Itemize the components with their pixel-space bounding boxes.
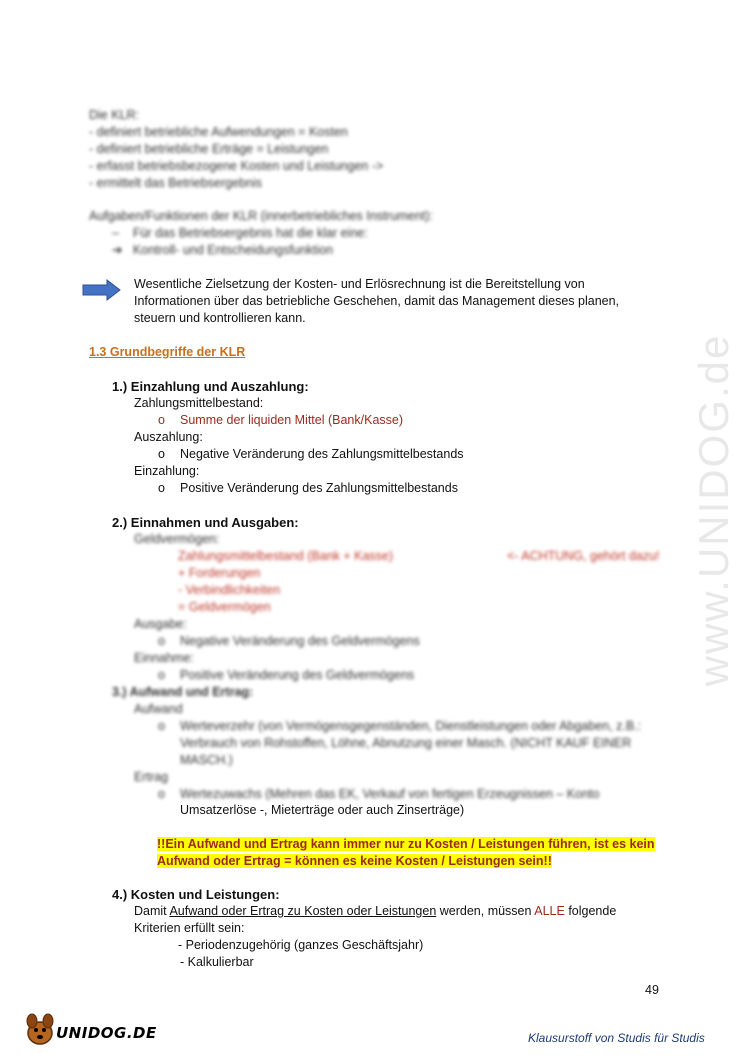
item1-zm-bullet: o Summe der liquiden Mittel (Bank/Kasse) — [158, 413, 404, 427]
goal-text-line: Informationen über das betriebliche Geschehen, damit das Management dieses planen, — [134, 294, 620, 308]
item3-ertrag-line: o Wertezuwachs (Mehren das EK, Verkauf von fertigen Erzeugnissen – Konto — [158, 787, 600, 801]
item2-gv-line: Zahlungsmittelbestand (Bank + Kasse) — [178, 549, 394, 563]
item4-criterion: - Kalkulierbar — [180, 955, 254, 969]
blurred-line: - definiert betriebliche Aufwendungen = Kosten — [89, 125, 348, 139]
item2-einnahme-label: Einnahme: — [134, 651, 194, 665]
item1-aus-bullet: o Negative Veränderung des Zahlungsmittelbestands — [158, 447, 464, 461]
item2-ausgabe-bullet: o Negative Veränderung des Geldvermögens — [158, 634, 420, 648]
item1-title: 1.) Einzahlung und Auszahlung: — [112, 379, 309, 394]
item1-aus-label: Auszahlung: — [134, 430, 203, 444]
blurred-tasks-title: Aufgaben/Funktionen der KLR (innerbetriebliches Instrument): — [89, 209, 433, 223]
unidog-logo — [22, 1013, 157, 1047]
item2-title: 2.) Einnahmen und Ausgaben: — [112, 515, 299, 530]
item4-criterion: - Periodenzugehörig (ganzes Geschäftsjahr) — [178, 938, 424, 952]
item3-ertrag-line: Umsatzerlöse -, Mieterträge oder auch Zinserträge) — [180, 803, 465, 817]
item1-zm-label: Zahlungsmittelbestand: — [134, 396, 264, 410]
page-number: 49 — [645, 983, 659, 997]
item2-einnahme-bullet: o Positive Veränderung des Geldvermögens — [158, 668, 415, 682]
goal-text-line: Wesentliche Zielsetzung der Kosten- und Erlösrechnung ist die Bereitstellung von — [134, 277, 585, 291]
item3-aufwand-label: Aufwand — [134, 702, 183, 716]
item2-ausgabe-label: Ausgabe: — [134, 617, 187, 631]
item2-gv-line: = Geldvermögen — [178, 600, 271, 614]
item2-gv-label: Geldvermögen: — [134, 532, 220, 546]
blurred-title: Die KLR: — [89, 108, 140, 122]
warning-line: Aufwand oder Ertrag = können es keine Kosten / Leistungen sein!! — [157, 854, 552, 868]
item2-gv-note: <- ACHTUNG, gehört dazu! — [507, 549, 660, 563]
warning-line: !!Ein Aufwand und Ertrag kann immer nur zu Kosten / Leistungen führen, ist es kein — [157, 837, 655, 851]
goal-text-line: steuern und kontrollieren kann. — [134, 311, 306, 325]
logo-text: UNIDOG.DE — [56, 1024, 157, 1042]
item2-gv-line: - Verbindlichkeiten — [178, 583, 281, 597]
item4-text-line2: Kriterien erfüllt sein: — [134, 921, 245, 935]
right-arrow-icon — [82, 279, 122, 301]
item4-title: 4.) Kosten und Leistungen: — [112, 887, 280, 902]
blurred-line: - ermittelt das Betriebsergebnis — [89, 176, 262, 190]
blurred-line: - definiert betriebliche Erträge = Leistungen — [89, 142, 329, 156]
item3-ertrag-label: Ertrag — [134, 770, 169, 784]
item2-gv-line: + Forderungen — [178, 566, 261, 580]
section-heading: 1.3 Grundbegriffe der KLR — [89, 345, 246, 359]
blurred-task: – Für das Betriebsergebnis hat die klar eine: — [112, 226, 368, 240]
footer-tagline: Klausurstoff von Studis für Studis — [528, 1031, 705, 1045]
item3-aufwand-line: Verbrauch von Rohstoffen, Löhne, Abnutzung einer Masch. (NICHT KAUF EINER — [180, 736, 632, 750]
blurred-task: ➔ Kontroll- und Entscheidungsfunktion — [112, 243, 334, 257]
blurred-line: - erfasst betriebsbezogene Kosten und Leistungen -> — [89, 159, 384, 173]
item1-ein-bullet: o Positive Veränderung des Zahlungsmittelbestands — [158, 481, 458, 495]
item3-aufwand-line: o Werteverzehr (von Vermögensgegenständen, Dienstleistungen oder Abgaben, z.B.: — [158, 719, 642, 733]
watermark: www.UNIDOG.de — [690, 333, 737, 687]
item1-ein-label: Einzahlung: — [134, 464, 200, 478]
item3-aufwand-line: MASCH.) — [180, 753, 233, 767]
item4-text: Damit Aufwand oder Ertrag zu Kosten oder Leistungen werden, müssen ALLE folgende — [134, 904, 617, 918]
dog-mascot-icon — [22, 1013, 58, 1047]
item3-title: 3.) Aufwand und Ertrag: — [112, 685, 254, 699]
